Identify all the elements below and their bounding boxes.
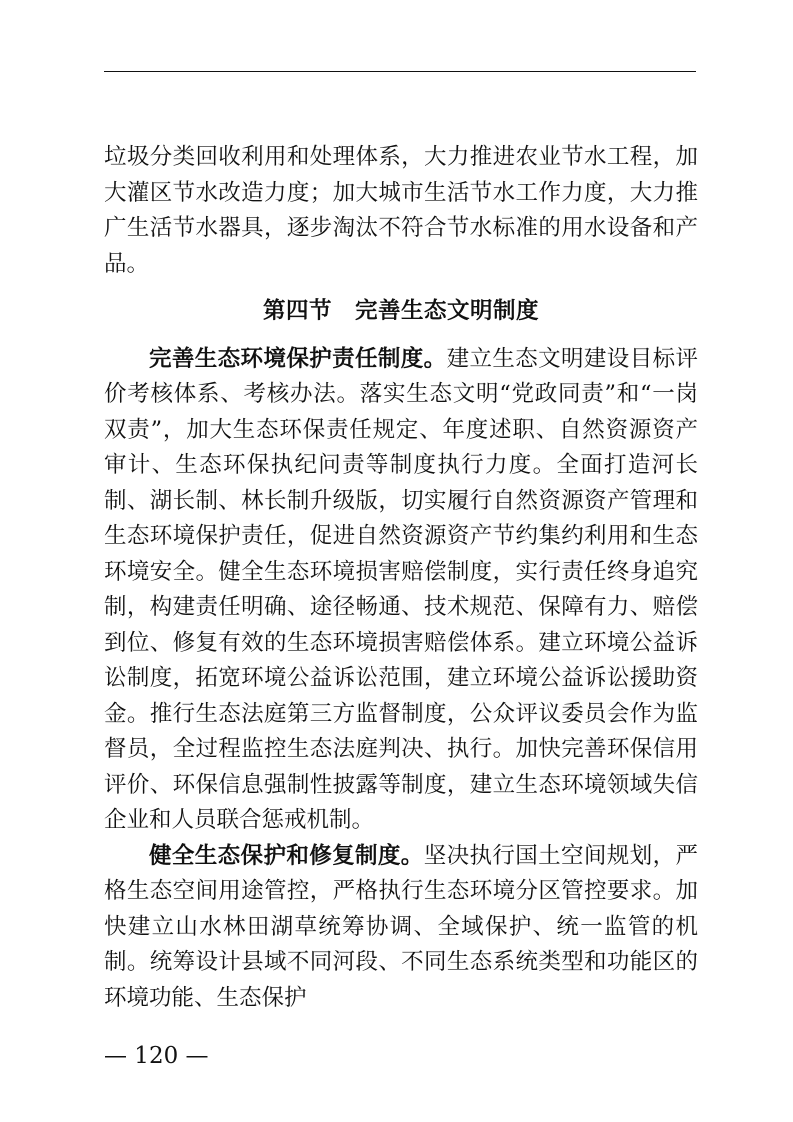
paragraph-protection (104, 839, 698, 1017)
paragraph-lead: 完善生态环境保护责任制度。 (149, 345, 447, 372)
paragraph-responsibility (104, 342, 698, 839)
header-rule (104, 71, 696, 72)
paragraph-text: 建立生态文明建设目标评价考核体系、考核办法。落实生态文明“党政同责”和“一岗双责”，加大生态环保责任规定、年度述职、自然资源资产审计、生态环保执纪问责等制度执行力度。全面打造河长制、湖长制、林长制升级版，切实履行自然资源资产管理和生态环境保护责任，促进自然资源资产节约集约利用和生态环境安全。健全生态环境损害赔偿制度，实行责任终身追究制，构建责任明确、途径畅通、技术规范、保障有力、赔偿到位、修复有效的生态环境损害赔偿体系。建立环境公益诉讼制度，拓宽环境公益诉讼范围，建立环境公益诉讼援助资金。推行生态法庭第三方监督制度，公众评议委员会作为监督员，全过程监控生态法庭判决、执行。加快完善环保信用评价、环保信息强制性披露等制度，建立生态环境领域失信企业和人员联合惩戒机制。 (104, 345, 698, 833)
paragraph-text: 坚决执行国土空间规划，严格生态空间用途管控，严格执行生态环境分区管控要求。加快建立山水林田湖草统筹协调、全域保护、统一监管的机制。统筹设计县域不同河段、不同生态系统类型和功能区的环境功能、生态保护 (104, 842, 698, 1011)
continuation-paragraph: 垃圾分类回收利用和处理体系，大力推进农业节水工程，加大灌区节水改造力度；加大城市生活节水工作力度，大力推广生活节水器具，逐步淘汰不符合节水标准的用水设备和产品。 (104, 144, 698, 277)
document-body (104, 140, 698, 1016)
paragraph-lead: 健全生态保护和修复制度。 (149, 842, 424, 869)
section-title: 第四节 完善生态文明制度 (262, 298, 539, 324)
page-number: — 120 — (104, 1043, 209, 1069)
